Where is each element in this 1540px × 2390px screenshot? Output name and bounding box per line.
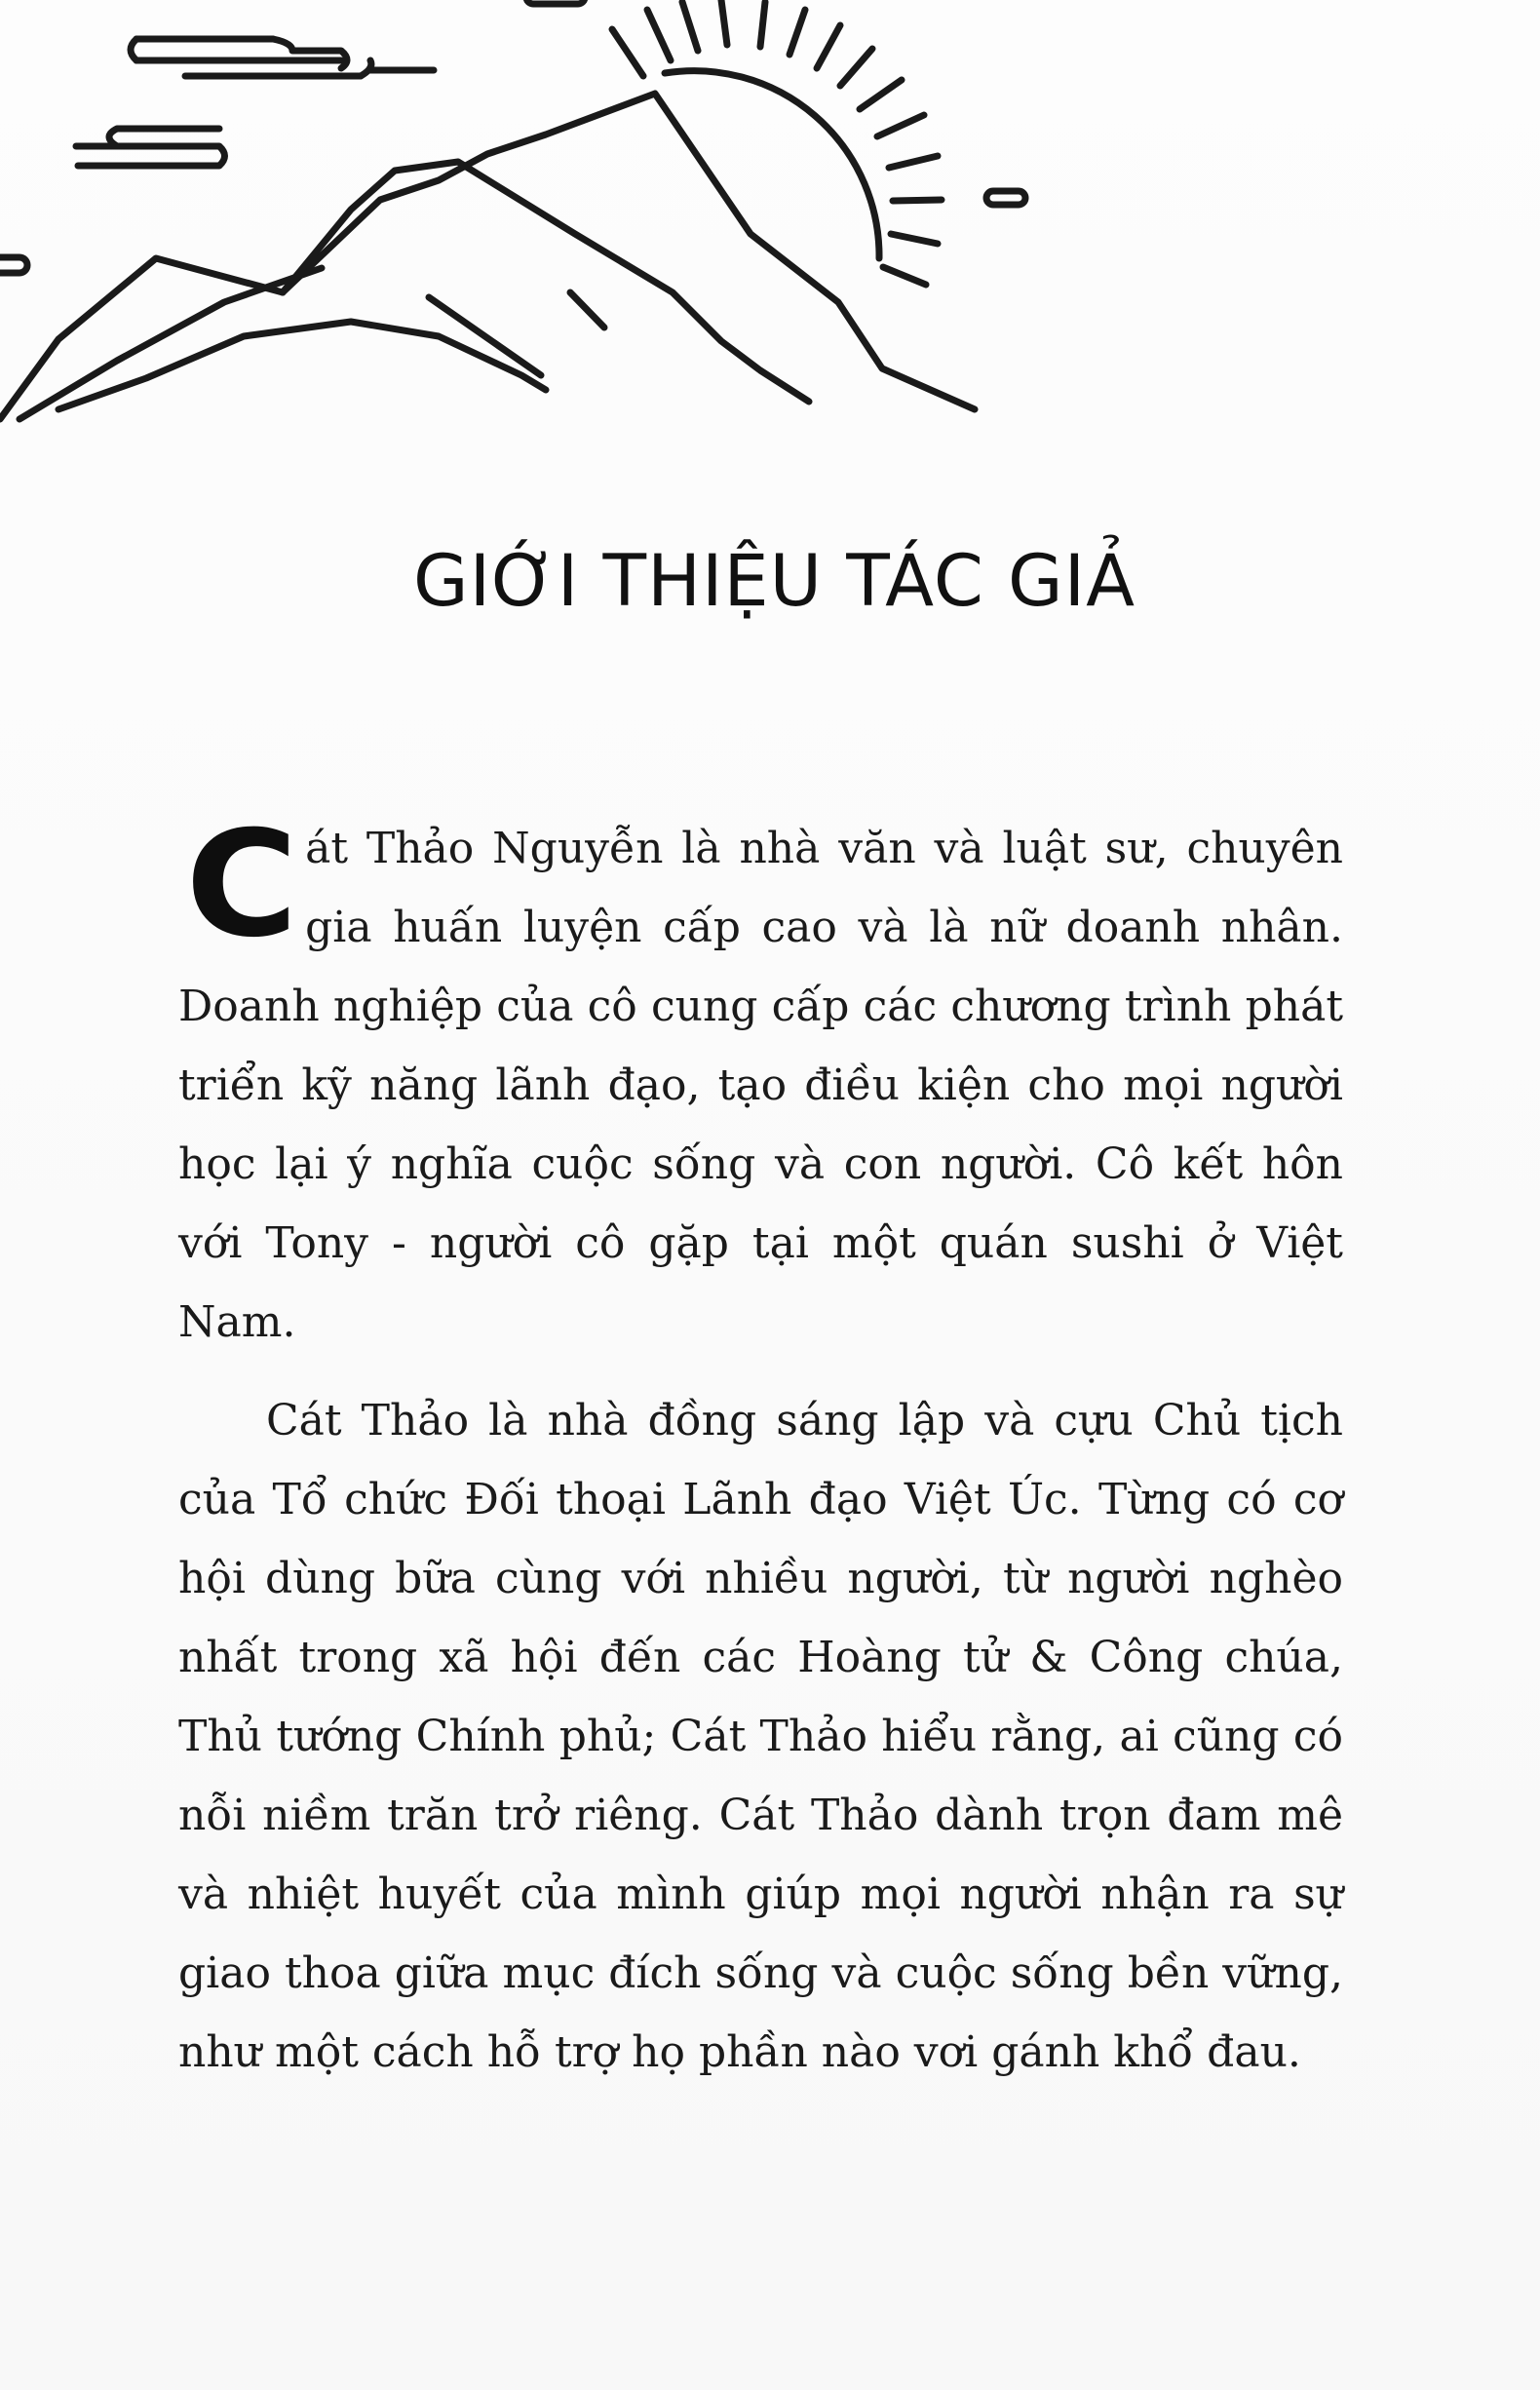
paragraph-2: Cát Thảo là nhà đồng sáng lập và cựu Chủ tịch của Tổ chức Đối thoại Lãnh đạo Việt Úc. Từng có cơ hội dùng bữa cùng với nhiều người, từ người nghèo nhất trong xã hội đến các Hoàng tử & Công chúa, Thủ tướng Chính phủ; Cát Thảo hiểu rằng, ai cũng có nỗi niềm trăn trở riêng. Cát Thảo dành trọn đam mê và nhiệt huyết của mình giúp mọi người nhận ra sự giao thoa giữa mục đích sống và cuộc sống bền vững, như một cách hỗ trợ họ phần nào vơi gánh khổ đau. — [178, 1396, 1343, 2077]
drop-cap: C — [185, 800, 298, 970]
mountain-sunrise-illustration — [0, 0, 1053, 429]
paragraph-1-text: át Thảo Nguyễn là nhà văn và luật sư, chuyên gia huấn luyện cấp cao và là nữ doanh nhân. Doanh nghiệp của cô cung cấp các chương trình phát triển kỹ năng lãnh đạo, tạo điều kiện cho mọi người học lại ý nghĩa cuộc sống và con người. Cô kết hôn với Tony - người cô gặp tại một quán sushi ở Việt Nam. — [178, 824, 1343, 1347]
page-title: GIỚI THIỆU TÁC GIẢ — [413, 540, 1136, 623]
cloud-icon — [76, 129, 225, 166]
sun-icon — [665, 71, 879, 258]
mountain-icon — [283, 94, 975, 409]
sun-rays-icon — [612, 0, 942, 285]
paragraph-1 — [178, 800, 1343, 1362]
cloud-icon — [131, 39, 434, 76]
author-introduction — [178, 800, 1343, 2092]
